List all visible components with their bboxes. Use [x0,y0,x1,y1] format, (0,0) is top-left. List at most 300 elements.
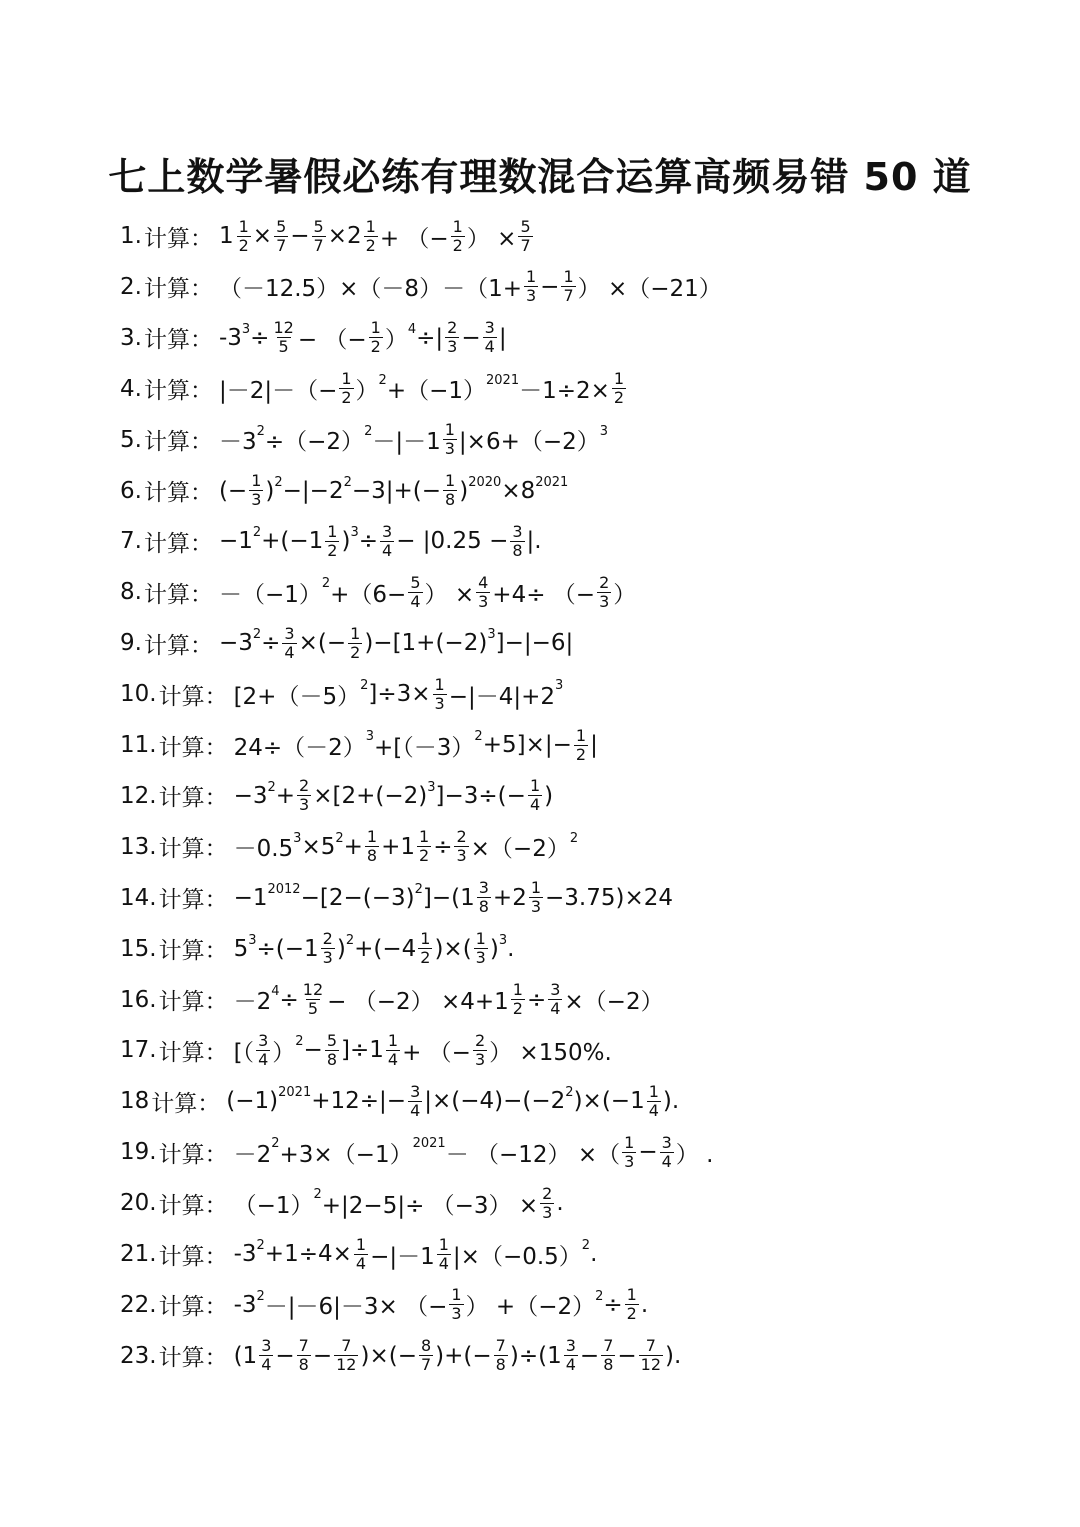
math-expression [234,1337,682,1374]
expression-text: + [343,833,363,860]
expression-text: −3 [218,630,253,657]
numerator: 1 [624,1132,635,1152]
expression-text: ). [662,1088,680,1115]
problem-label: 计算： [158,1294,228,1321]
problem-number: 14. [120,884,157,911]
numerator: 7 [603,1336,614,1356]
problem-number: 15. [120,935,157,962]
fraction [540,1185,554,1222]
problem-number: 10. [120,681,157,708]
expression-text: +(−1 [261,528,324,555]
expression-text: ÷ [526,986,547,1013]
fraction [612,370,626,407]
fraction [660,1134,674,1171]
numerator: 3 [661,1132,672,1152]
expression-text: ） ×150%. [489,1039,612,1066]
fraction [601,1337,615,1374]
numerator: 3 [550,980,561,999]
fraction [417,828,431,865]
denominator: 2 [365,235,376,255]
denominator: 4 [387,1049,399,1069]
expression-text: (− [218,477,248,504]
denominator: 2 [419,846,430,866]
numerator: 7 [645,1336,656,1356]
denominator: 4 [261,1355,272,1375]
fraction [524,268,538,305]
numerator: 1 [563,267,574,287]
expression-text: − [540,273,560,300]
fraction [548,981,562,1018]
page-title: 七上数学暑假必练有理数混合运算高频易错 50 道 [108,155,972,199]
problem-item [120,1127,713,1177]
expression-text: ） × [424,581,475,608]
problem-label: 计算： [143,480,213,506]
problem-label: 计算： [158,734,228,761]
expression-text: )×(− [360,1342,417,1369]
math-expression: [2+（－5） $^2$ ]÷3× $\frac{1}{3}$ −|－4|+2 $^3$ [233,674,564,713]
numerator: 1 [387,1030,399,1050]
expression-text: ） [613,581,637,608]
problem-item [120,516,542,566]
numerator: 5 [313,216,324,236]
fraction [259,1337,273,1374]
expression-text: − [275,1342,295,1369]
denominator: 7 [276,235,287,255]
expression-text: ×（−2） [564,989,664,1015]
expression-text: . [556,1190,564,1217]
numerator: 3 [484,318,495,338]
expression-text: -3 [233,1291,257,1318]
expression-text: )×( [434,935,472,962]
denominator: 8 [495,1355,506,1375]
fraction [445,319,459,356]
numerator: 1 [355,1234,367,1254]
denominator: 8 [478,897,489,917]
fraction [386,1032,400,1069]
expression-text: 24÷（－2） [233,734,366,761]
expression-text: ÷ [358,528,379,555]
denominator: 4 [529,795,541,815]
numerator: 2 [474,1030,486,1050]
expression-text: ×(− [298,630,347,657]
numerator: 8 [420,1336,432,1356]
fraction [321,930,335,967]
expression-text: ×2 [327,223,362,249]
problem-number: 22. [120,1291,157,1318]
math-expression: －0.5 $^3$ ×5 $^2$ + $\frac{1}{8}$ +1 $\frac{1}{2}$ ÷ $\frac{2}{3}$ ×（−2） $^2$ [233,827,579,866]
numerator: 1 [434,674,445,694]
expression-text: ） +（−2） [465,1294,596,1321]
problem-number: 16. [120,986,157,1013]
expression-text: -3 [218,324,242,351]
math-expression: （−1） $^2$ +|2−5|÷ （−3） × $\frac{2}{3}$ . [233,1183,564,1222]
problem-label: 计算： [143,378,213,405]
numerator: 1 [648,1081,659,1101]
expression-text: ) [265,477,275,504]
math-expression: -3 $^2$ +1÷4× $\frac{1}{4}$ −|－1 $\frac{1}{4}$ |×（−0.5） $^2$ . [233,1234,598,1273]
denominator: 3 [525,286,537,306]
problem-item [120,1331,681,1381]
denominator: 2 [350,642,361,662]
expression-text: -3 [233,1241,257,1267]
denominator: 4 [382,540,393,560]
fraction [380,523,394,560]
numerator: 1 [530,878,542,898]
expression-text: +12÷|− [311,1088,407,1115]
problem-label: 计算： [158,785,228,812]
numerator: 1 [445,471,456,490]
numerator: 5 [326,1030,337,1050]
denominator: 7 [313,235,324,255]
denominator: 4 [438,1253,449,1273]
problem-label: 计算： [143,276,213,303]
denominator: 2 [575,744,587,764]
math-expression: -3 $^2$ －|－6|－3× （− $\frac{1}{3}$ ） +（−2） $^2$ ÷ $\frac{1}{2}$ . [233,1285,649,1324]
problem-item [120,415,608,465]
math-expression: −1 $^{2012}$ −[2−(−3) $^2$ ]−(1 $\frac{3}{8}$ +2 $\frac{1}{3}$ −3.75)×24 [233,878,674,917]
expression-text: −|−2 [282,477,344,504]
expression-text: | [590,732,598,758]
problem-number: 1. [120,223,142,249]
numerator: 1 [452,216,463,236]
denominator: 4 [410,1100,421,1120]
math-expression: －2 $^4$ ÷ $\frac{12}{5}$ − （−2） ×4+1 $\frac{1}{2}$ ÷ $\frac{3}{4}$ ×（−2） [233,980,664,1018]
problem-number: 9. [120,630,142,657]
expression-text: − |0.25 − [396,528,509,555]
expression-text: ). [665,1342,682,1369]
expression-text: +1 [381,833,415,860]
expression-text: －0.5 [233,836,294,863]
denominator: 8 [512,540,523,560]
fraction [511,981,525,1018]
expression-text: 5 [233,935,249,962]
problem-number: 19. [120,1139,157,1166]
denominator: 12 [336,1355,357,1375]
problem-label: 计算： [158,887,228,914]
fraction [271,319,295,356]
fraction [474,930,488,967]
problem-number: 23. [120,1342,157,1369]
denominator: 3 [322,948,333,968]
problem-label: 计算： [158,1039,228,1066]
expression-text: ） [272,1039,296,1066]
expression-text: −3 [233,782,268,809]
fraction [647,1083,661,1120]
denominator: 2 [626,1304,637,1324]
expression-text: ]÷3× [368,681,431,708]
problem-item [120,720,598,770]
problem-item [120,669,563,719]
expression-text: ×8 [501,477,536,504]
numerator: 3 [512,521,523,541]
fraction [249,472,263,509]
denominator: 7 [520,235,531,255]
expression-text: + [275,782,296,809]
numerator: 1 [626,1285,637,1305]
expression-text: －2 [233,1141,272,1168]
expression-text: −|－1 [370,1243,435,1270]
expression-text: （－12.5）×（－8）－（1+ [218,276,522,303]
expression-text: − （−2） ×4+1 [327,989,509,1015]
expression-text: ×[2+(−2) [313,782,428,809]
expression-text: －1÷2× [519,378,610,405]
expression-text: −1 [218,528,253,555]
fraction [418,930,432,967]
problem-item [120,466,568,516]
problem-item [120,1076,679,1126]
problem-item [120,975,664,1025]
math-expression: 5 $^3$ ÷(−1 $\frac{2}{3}$ ) $^2$ +(−4 $\frac{1}{2}$ )×( $\frac{1}{3}$ ) $^3$ . [233,929,515,968]
expression-text: − [312,1342,333,1369]
denominator: 2 [341,388,352,408]
fraction [449,1286,463,1323]
problem-number: 7. [120,528,142,555]
expression-text: +3×（−1） [279,1141,413,1168]
numerator: 3 [565,1336,576,1356]
numerator: 1 [365,216,376,236]
expression-text: +[（－3） [374,734,475,761]
problem-label: 计算： [158,683,228,710]
denominator: 3 [434,693,445,713]
problem-number: 11. [120,732,157,758]
problem-number: 2. [120,273,142,300]
fraction [454,828,468,865]
numerator: 12 [302,980,324,999]
expression-text: ÷（−2） [264,429,365,456]
mixed-whole: 1 [218,223,234,249]
expression-text: |－2|－（− [218,378,338,405]
math-expression: －3 $^2$ ÷（−2） $^2$ －|－1 $\frac{1}{3}$ |×6+（−2） $^3$ [218,420,609,459]
denominator: 12 [640,1355,662,1375]
expression-text: − [579,1342,600,1369]
expression-text: (1 [233,1342,258,1369]
problem-number: 8. [120,579,142,606]
denominator: 2 [370,337,381,357]
problem-number: 4. [120,375,142,402]
expression-text: ]−|−6| [495,630,574,657]
numerator: 1 [451,1285,462,1305]
numerator: 2 [322,929,333,949]
numerator: 1 [420,929,431,949]
denominator: 4 [284,642,295,662]
denominator: 3 [451,1304,462,1324]
numerator: 1 [238,216,249,236]
numerator: 2 [542,1183,553,1203]
fraction [483,319,497,356]
expression-text: + （− [402,1039,471,1066]
expression-text: ） [384,327,408,354]
numerator: 1 [366,827,378,847]
expression-text: [（ [233,1039,255,1066]
math-expression: -3 $^3$ ÷ $\frac{12}{5}$ − （− $\frac{1}{2}$ ） $^4$ ÷| $\frac{2}{3}$ − $\frac{3}{4}$ | [218,318,507,357]
fraction [625,1286,639,1323]
fraction [597,574,611,611]
denominator: 3 [251,490,262,509]
numerator: 1 [529,776,541,796]
expression-text: . [507,935,515,962]
fraction [297,1337,311,1374]
math-expression [219,268,722,305]
expression-text: ÷ [261,630,281,657]
numerator: 2 [599,572,610,592]
expression-text: +(−4 [354,935,417,962]
expression-text: ) [336,935,346,962]
numerator: 12 [273,318,294,338]
denominator: 4 [410,591,421,611]
problem-number: 6. [120,477,142,504]
problem-item [120,211,535,261]
fraction [408,574,422,611]
expression-text: ÷ [279,986,299,1013]
fraction [369,319,383,356]
expression-text: |. [526,528,542,555]
problem-number: 20. [120,1190,157,1217]
denominator: 2 [420,948,431,968]
denominator: 8 [366,846,378,866]
expression-text: －|－1 [372,429,441,456]
problem-label: 计算： [151,1090,221,1117]
numerator: 1 [444,420,455,440]
fraction [564,1337,578,1374]
problem-item [120,1280,648,1330]
numerator: 3 [382,521,393,541]
numerator: 1 [419,827,430,847]
numerator: 1 [575,725,587,745]
fraction [477,879,491,916]
expression-text: ]÷1 [341,1037,384,1064]
fraction [339,370,353,407]
denominator: 4 [550,999,561,1018]
denominator: 4 [648,1100,659,1120]
expression-text: +（−1） [386,378,487,405]
expression-text: +4÷ （− [492,581,596,608]
numerator: 7 [298,1336,309,1356]
expression-text: . [590,1241,598,1267]
fraction [237,218,251,255]
denominator: 2 [327,540,338,560]
denominator: 8 [603,1355,614,1375]
math-expression: (−1) $^{2021}$ +12÷|− $\frac{3}{4}$ |×(−4)−(−2 $^2$ )×(−1 $\frac{1}{4}$ ). [226,1081,680,1120]
expression-text: − （− [297,327,367,354]
expression-text: |×(−4)−(−2 [424,1088,566,1115]
numerator: 3 [478,878,489,898]
problem-item [120,364,628,414]
expression-text: )×(−1 [573,1088,645,1115]
expression-text: ÷ [433,833,453,860]
problem-number: 5. [120,426,142,453]
fraction [365,828,379,865]
expression-text: －2 [233,989,272,1015]
problem-number: 13. [120,833,157,860]
denominator: 5 [307,999,319,1018]
problem-item [120,1178,564,1228]
expression-text: ) [544,782,554,809]
numerator: 4 [478,572,489,592]
denominator: 8 [326,1049,337,1069]
math-expression: [（ $\frac{3}{4}$ ） $^2$ − $\frac{5}{8}$ ]÷1 $\frac{1}{4}$ + （− $\frac{2}{3}$ ） ×150%. [233,1030,612,1069]
expression-text: )÷(1 [509,1342,562,1369]
math-expression: |－2|－（− $\frac{1}{2}$ ） $^2$ +（−1） $^{2021}$ －1÷2× $\frac{1}{2}$ [218,369,625,408]
denominator: 3 [542,1202,553,1222]
fraction [354,1236,368,1273]
fraction [529,879,543,916]
fraction [348,625,362,662]
numerator: 2 [299,776,310,796]
denominator: 8 [298,1355,309,1375]
numerator: 5 [410,572,421,592]
math-expression: −3 $^2$ + $\frac{2}{3}$ ×[2+(−2) $^3$ ]−3÷(− $\frac{1}{4}$ ) [233,776,554,815]
expression-text: ×（−2） [470,836,570,863]
expression-text: + （− [379,225,449,252]
numerator: 3 [284,623,295,643]
numerator: 1 [525,267,537,287]
problem-item [120,618,573,668]
fraction [408,1083,422,1120]
problem-label: 计算： [158,1192,228,1219]
expression-text: × [252,223,273,249]
math-expression: (− $\frac{1}{3}$ ) $^2$ −|−2 $^2$ −3|+(− $\frac{1}{8}$ ) $^{2020}$ ×8 $^{2021}$ [218,471,569,509]
expression-text: . [640,1291,649,1318]
fraction [334,1337,358,1374]
expression-text: ) [459,477,469,504]
denominator: 2 [238,235,249,255]
denominator: 3 [478,591,489,611]
fraction [476,574,490,611]
problem-label: 计算： [158,1345,228,1372]
numerator: 1 [341,369,352,389]
expression-text: +5]×|− [482,732,572,758]
problem-label: 计算： [143,429,213,456]
denominator: 8 [445,490,456,509]
fraction [574,727,588,764]
numerator: 1 [370,318,381,338]
denominator: 2 [452,235,463,255]
problem-item [120,1229,597,1279]
denominator: 3 [624,1151,635,1171]
numerator: 1 [327,521,338,541]
numerator: 1 [613,369,625,389]
denominator: 7 [420,1355,432,1375]
numerator: 1 [251,471,262,490]
numerator: 1 [512,980,523,999]
denominator: 3 [475,948,486,968]
numerator: 5 [520,216,531,236]
fraction [473,1032,487,1069]
expression-text: ) [489,935,499,962]
math-expression: 24÷（－2） $^3$ +[（－3） $^2$ +5]×|− $\frac{1}{2}$ | [233,725,598,764]
expression-text: ÷(−1 [256,935,319,962]
denominator: 4 [355,1253,367,1273]
expression-text: － （−12） ×（ [445,1141,621,1168]
problem-item [120,567,636,617]
fraction [443,472,457,509]
problem-item [120,822,578,872]
fraction [301,981,325,1018]
fraction [437,1236,451,1273]
expression-text: −|－4|+2 [448,683,556,710]
numerator: 2 [447,318,458,338]
expression-text: ÷ [250,324,270,351]
denominator: 4 [565,1355,576,1375]
problem-item [120,313,507,363]
denominator: 3 [474,1049,486,1069]
expression-text: －（−1） [218,581,322,608]
math-expression: −1 $^2$ +(−1 $\frac{1}{2}$ ) $^3$ ÷ $\frac{3}{4}$ − |0.25 − $\frac{3}{8}$ |. [218,521,542,560]
denominator: 3 [444,439,455,459]
expression-text: ×5 [301,833,336,860]
expression-text: ÷| [416,324,444,351]
fraction [325,523,339,560]
